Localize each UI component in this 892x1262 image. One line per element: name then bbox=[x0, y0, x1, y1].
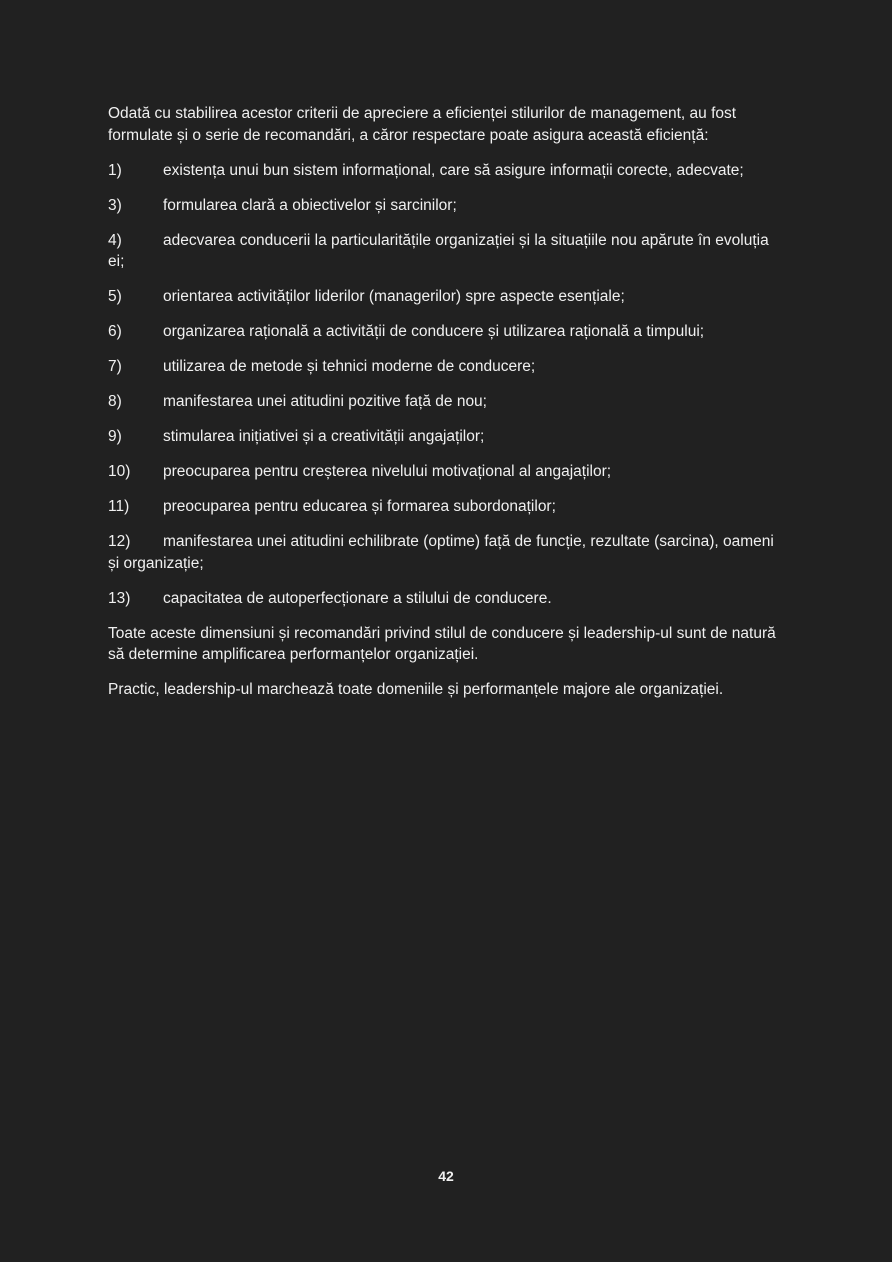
list-item bbox=[108, 391, 788, 413]
list-item-number: 13) bbox=[108, 589, 131, 607]
page-number: 42 bbox=[438, 1168, 454, 1184]
list-item-number: 5) bbox=[108, 288, 122, 305]
list-item-text: manifestarea unei atitudini pozitive față de nou; bbox=[163, 393, 487, 410]
list-item-text: formularea clară a obiectivelor și sarcinilor; bbox=[163, 196, 457, 214]
list-item-text: preocuparea pentru creșterea nivelului motivațional al angajaților; bbox=[163, 463, 612, 480]
list-item bbox=[108, 588, 788, 610]
list-item-number: 8) bbox=[108, 393, 122, 410]
list-item bbox=[108, 426, 788, 448]
list-item bbox=[108, 531, 788, 574]
list-item-number: 4) bbox=[108, 231, 122, 249]
list-item bbox=[108, 356, 788, 378]
list-item-number: 11) bbox=[108, 498, 130, 515]
list-item bbox=[108, 195, 788, 217]
list-item bbox=[108, 496, 788, 518]
list-item-number: 9) bbox=[108, 428, 122, 445]
list-item bbox=[108, 461, 788, 483]
list-item bbox=[108, 230, 788, 273]
list-item-text: orientarea activităților liderilor (managerilor) spre aspecte esențiale; bbox=[163, 288, 625, 305]
list-item-text: stimularea inițiativei și a creativității angajaților; bbox=[163, 428, 485, 445]
list-item bbox=[108, 160, 788, 182]
list-item-text: adecvarea conducerii la particularitățile organizației și la situațiile nou apărute în evoluția ei; bbox=[108, 231, 769, 270]
list-item-text: manifestarea unei atitudini echilibrate (optime) față de funcție, rezultate (sarcina), oameni și organizație; bbox=[108, 533, 774, 572]
list-item-number: 12) bbox=[108, 533, 131, 550]
page-content bbox=[108, 103, 788, 714]
list-item-text: preocuparea pentru educarea și formarea subordonaților; bbox=[163, 498, 556, 515]
closing-paragraph: Toate aceste dimensiuni și recomandări privind stilul de conducere și leadership-ul sunt de natură să determine amplificarea performanțelor organizației. bbox=[108, 624, 776, 663]
list-item-text: organizarea rațională a activității de conducere și utilizarea rațională a timpului; bbox=[163, 323, 705, 340]
list-item-number: 10) bbox=[108, 463, 131, 480]
list-item-text: utilizarea de metode și tehnici moderne de conducere; bbox=[163, 358, 536, 375]
list-item bbox=[108, 286, 788, 308]
list-item-number: 6) bbox=[108, 323, 122, 340]
list-item-text: existența unui bun sistem informațional, care să asigure informații corecte, adecvate; bbox=[163, 161, 744, 179]
list-item-number: 7) bbox=[108, 358, 122, 375]
list-item-number: 1) bbox=[108, 161, 122, 179]
list-item bbox=[108, 321, 788, 343]
closing-paragraph: Practic, leadership-ul marchează toate domeniile și performanțele majore ale organizației. bbox=[108, 681, 724, 698]
intro-paragraph: Odată cu stabilirea acestor criterii de apreciere a eficienței stilurilor de management, au fost formulate și o serie de recomandări, a căror respectare poate asigura această eficiență: bbox=[108, 105, 737, 144]
list-item-text: capacitatea de autoperfecționare a stilului de conducere. bbox=[163, 589, 552, 607]
list-item-number: 3) bbox=[108, 196, 122, 214]
